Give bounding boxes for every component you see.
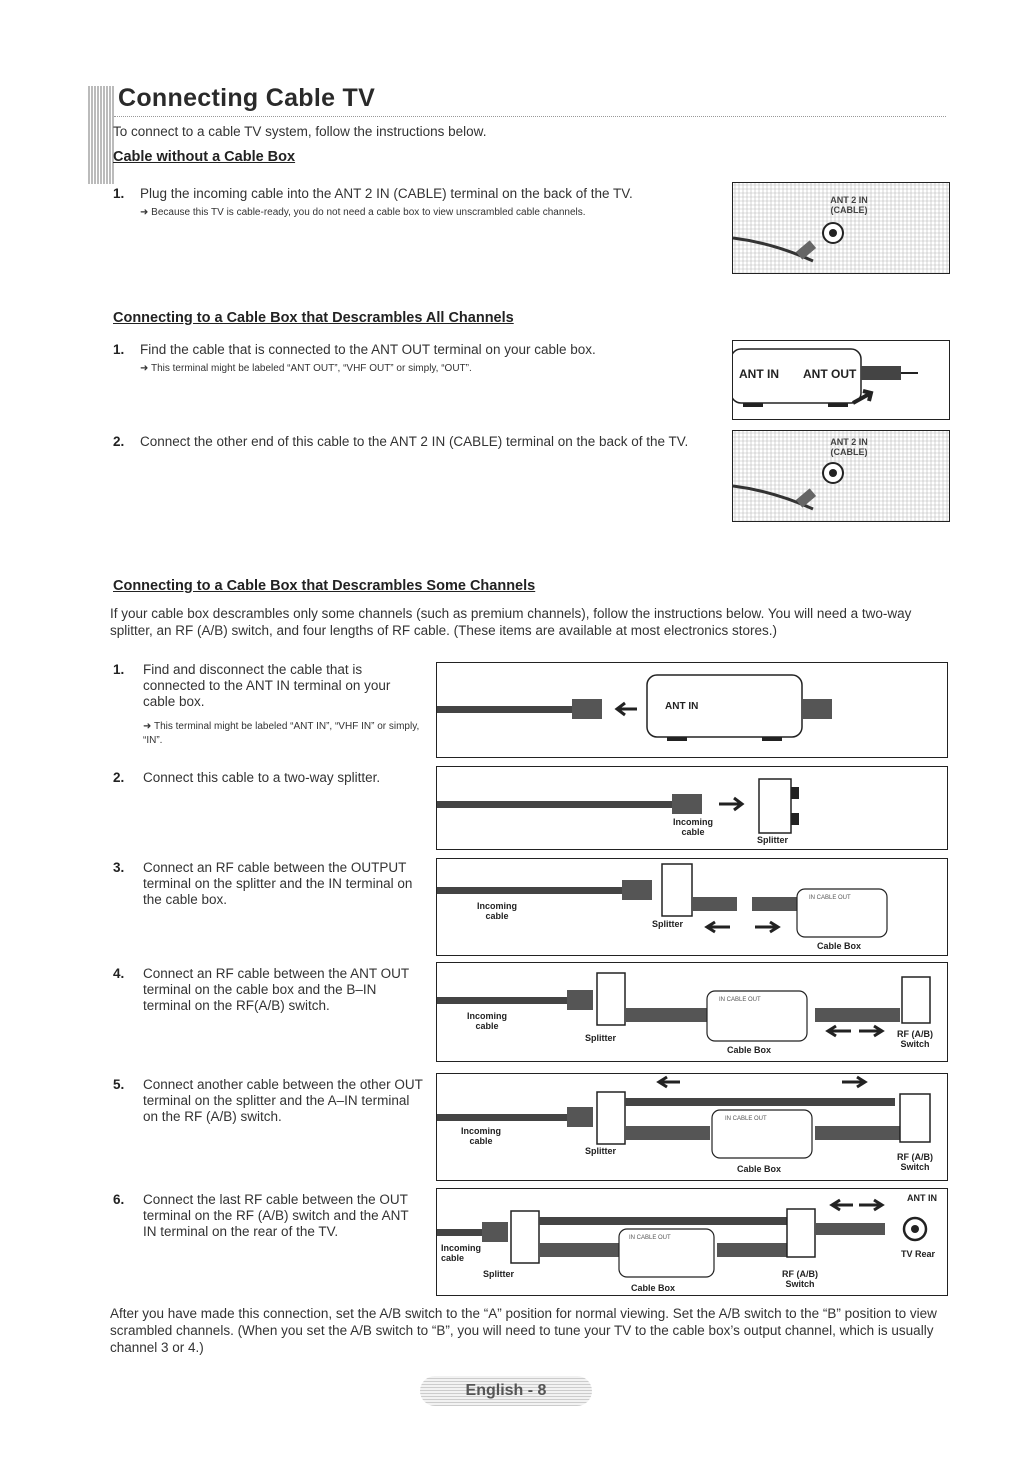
step6-incoming-label: Incoming cable xyxy=(441,1243,481,1263)
step4-splitter-label: Splitter xyxy=(585,1033,617,1043)
note-arrow-icon: ➜ xyxy=(140,363,151,374)
step6-ant-in-label: ANT IN xyxy=(907,1193,937,1203)
diagram-step6 xyxy=(436,1188,948,1296)
title-accent-bar xyxy=(88,86,114,184)
s3-step1-text: Find and disconnect the cable that is connected to the ANT IN terminal on your cable box. xyxy=(143,662,391,709)
ant-in-label: ANT IN xyxy=(739,367,779,381)
s2-step1-note: ➜ This terminal might be labeled “ANT OUT”, “VHF OUT” or simply, “OUT”. xyxy=(140,363,472,374)
step3-incoming-label: Incoming cable xyxy=(477,901,517,921)
s1-step1-text: Plug the incoming cable into the ANT 2 IN (CABLE) terminal on the back of the TV. xyxy=(140,186,633,201)
step3-box-terminals: IN CABLE OUT xyxy=(809,895,851,901)
section3-intro: If your cable box descrambles only some channels (such as premium channels), follow the instructions below. You will need a two-way splitter, an RF (A/B) switch, and four lengths of RF cable. (These items are available at most electronics stores.) xyxy=(110,606,912,638)
diagram-tv-ant2in-1 xyxy=(732,182,950,274)
diagram-step1 xyxy=(436,662,948,758)
step4-cablebox-label: Cable Box xyxy=(727,1045,772,1055)
diagram-cablebox-antout xyxy=(732,340,950,420)
section3-heading: Connecting to a Cable Box that Descrambles Some Channels xyxy=(113,578,536,594)
title-divider xyxy=(114,116,946,117)
s3-step1-note: ➜ This terminal might be labeled “ANT IN”, “VHF IN” or simply, “IN”. xyxy=(143,721,420,746)
step6-splitter-label: Splitter xyxy=(483,1269,515,1279)
ant-out-label: ANT OUT xyxy=(803,367,857,381)
ant2in-label-2: ANT 2 IN (CABLE) xyxy=(830,437,868,457)
step1-ant-in-label: ANT IN xyxy=(665,701,699,712)
step5-box-terminals: IN CABLE OUT xyxy=(725,1116,767,1122)
step4-rf-switch-label: RF (A/B) Switch xyxy=(897,1029,933,1049)
step4-box-terminals: IN CABLE OUT xyxy=(719,997,761,1003)
s3-step5-text: Connect another cable between the other OUT terminal on the splitter and the A–IN terminal on the RF (A/B) switch. xyxy=(143,1077,423,1124)
diagram-step3 xyxy=(436,858,948,956)
step4-incoming-label: Incoming cable xyxy=(467,1011,507,1031)
step5-illustration xyxy=(437,1074,947,1180)
diagram-step2 xyxy=(436,766,948,850)
step5-cablebox-label: Cable Box xyxy=(737,1164,782,1174)
step6-box-terminals: IN CABLE OUT xyxy=(629,1235,671,1241)
s3-step2-text: Connect this cable to a two-way splitter. xyxy=(143,770,381,785)
s2-step1-text: Find the cable that is connected to the ANT OUT terminal on your cable box. xyxy=(140,342,596,357)
step5-splitter-label: Splitter xyxy=(585,1146,617,1156)
diagram-step5 xyxy=(436,1073,948,1181)
s3-step5-num: 5. xyxy=(113,1077,125,1092)
page-number-badge: English - 8 xyxy=(420,1376,592,1406)
s3-step4-num: 4. xyxy=(113,966,125,981)
step2-splitter-label: Splitter xyxy=(757,835,789,845)
ant2in-label: ANT 2 IN (CABLE) xyxy=(830,195,868,215)
s3-step4-text: Connect an RF cable between the ANT OUT terminal on the cable box and the B–IN terminal on the RF(A/B) switch. xyxy=(143,966,409,1013)
s3-step6-num: 6. xyxy=(113,1192,125,1207)
step6-rf-switch-label: RF (A/B) Switch xyxy=(782,1269,818,1289)
note-arrow-icon: ➜ xyxy=(143,721,154,732)
step5-rf-switch-label: RF (A/B) Switch xyxy=(897,1152,933,1172)
s2-step2-text: Connect the other end of this cable to the ANT 2 IN (CABLE) terminal on the back of the TV. xyxy=(140,434,689,449)
s1-step1-note: ➜ Because this TV is cable-ready, you do not need a cable box to view unscrambled cable channels. xyxy=(140,207,586,218)
step3-cablebox-label: Cable Box xyxy=(817,941,862,951)
s3-step6-text: Connect the last RF cable between the OUT terminal on the RF (A/B) switch and the ANT IN terminal on the rear of the TV. xyxy=(143,1192,409,1239)
step6-illustration xyxy=(437,1189,947,1295)
step6-cablebox-label: Cable Box xyxy=(631,1283,676,1293)
closing-paragraph: After you have made this connection, set the A/B switch to the “A” position for normal viewing. Set the A/B switch to the “B” position to view scrambled channels. (When you set the A/B switch to “B”, you will need to tune your TV to the cable box’s output channel, which is usually channel 3 or 4.) xyxy=(110,1306,937,1355)
s1-step1-num: 1. xyxy=(113,186,125,201)
section1-heading: Cable without a Cable Box xyxy=(113,149,296,165)
section2-heading: Connecting to a Cable Box that Descrambles All Channels xyxy=(113,310,514,326)
step3-splitter-label: Splitter xyxy=(652,919,684,929)
note-arrow-icon: ➜ xyxy=(140,207,152,218)
s3-step3-num: 3. xyxy=(113,860,125,875)
s2-step1-num: 1. xyxy=(113,342,125,357)
diagram-tv-ant2in-2 xyxy=(732,430,950,522)
page-title: Connecting Cable TV xyxy=(118,84,376,112)
intro-text: To connect to a cable TV system, follow the instructions below. xyxy=(113,124,487,139)
s3-step1-num: 1. xyxy=(113,662,125,677)
s2-step2-num: 2. xyxy=(113,434,125,449)
s3-step3-text: Connect an RF cable between the OUTPUT terminal on the splitter and the IN terminal on the cable box. xyxy=(143,860,413,907)
step2-incoming-label: Incoming cable xyxy=(673,817,713,837)
step6-tv-rear-label: TV Rear xyxy=(901,1249,936,1259)
diagram-step4 xyxy=(436,962,948,1062)
s3-step2-num: 2. xyxy=(113,770,125,785)
step5-incoming-label: Incoming cable xyxy=(461,1126,501,1146)
